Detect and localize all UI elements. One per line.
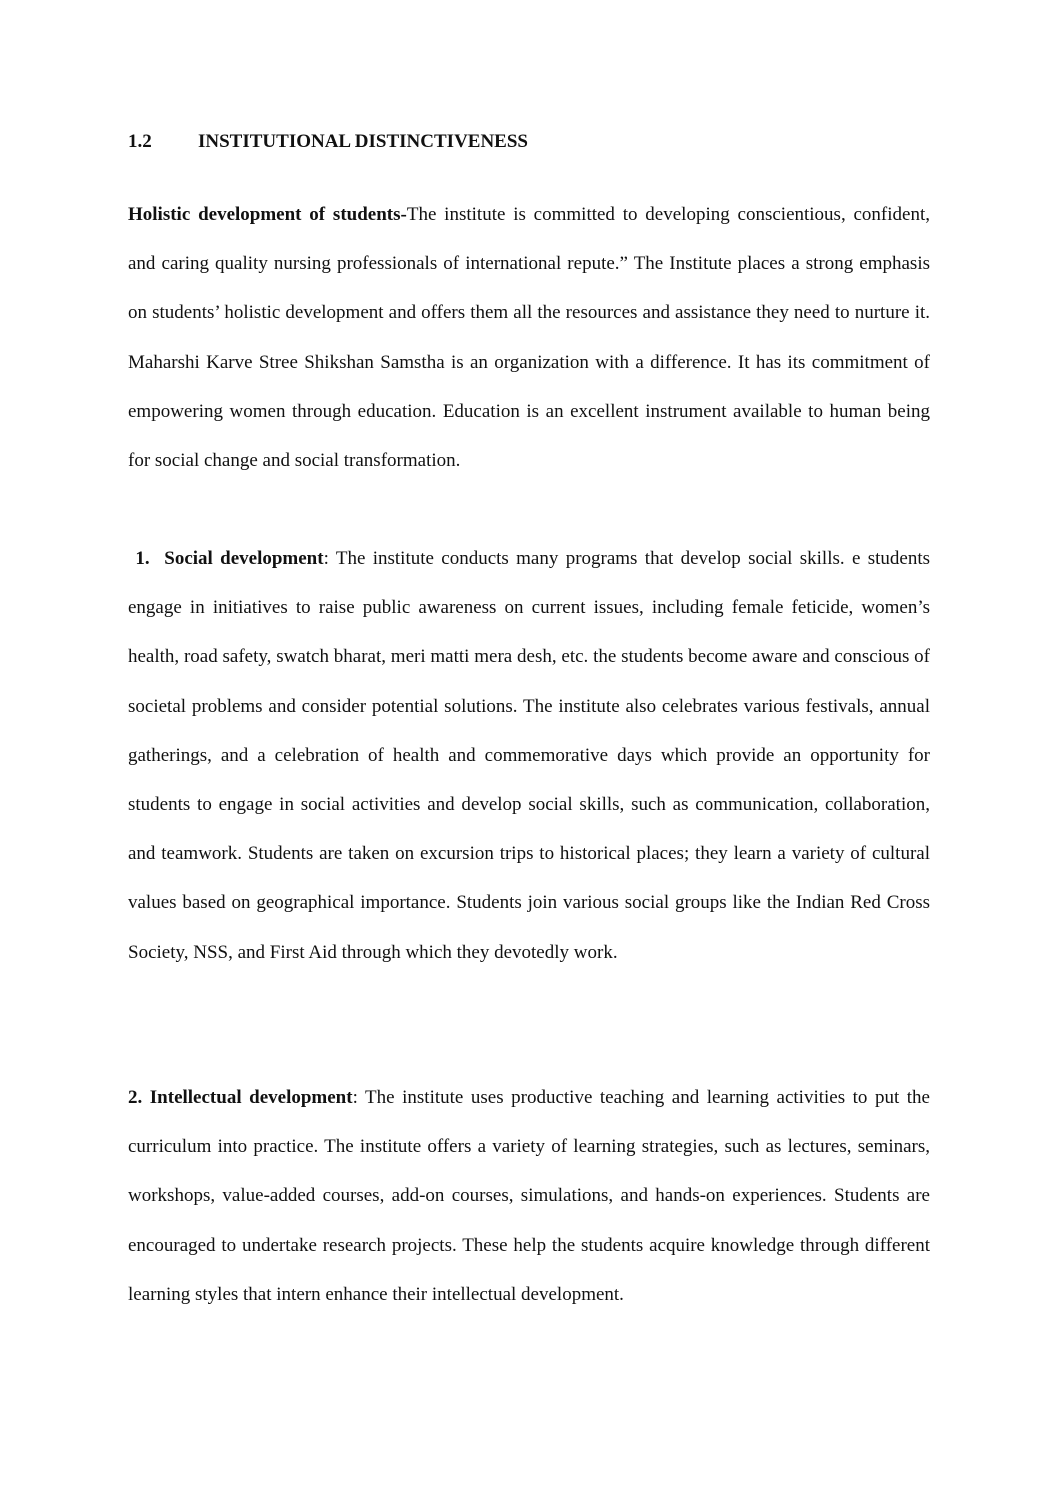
- paragraph-holistic-development: [128, 190, 930, 485]
- paragraph-lead: Social development: [164, 548, 324, 569]
- paragraph-lead: Holistic development of students-: [128, 204, 407, 225]
- section-title: INSTITUTIONAL DISTINCTIVENESS: [198, 131, 528, 152]
- paragraph-intellectual-development: [128, 1073, 930, 1319]
- paragraph-body: : The institute uses productive teaching and learning activities to put the curriculum into practice. The institute offers a variety of learning strategies, such as lectures, seminars, workshops, value-added courses, add-on courses, simulations, and hands-on experiences. Students are encouraged to undertake research projects. These help the students acquire knowledge through different learning styles that intern enhance their intellectual development.: [128, 1087, 930, 1305]
- paragraph-lead: 2. Intellectual development: [128, 1087, 353, 1108]
- document-page: [128, 0, 930, 1497]
- paragraph-social-development: [128, 534, 930, 977]
- section-number: 1.2: [128, 131, 152, 152]
- paragraph-body: The institute is committed to developing conscientious, confident, and caring quality nursing professionals of international repute.” The Institute places a strong emphasis on students’ holistic development and offers them all the resources and assistance they need to nurture it. Maharshi Karve Stree Shikshan Samstha is an organization with a difference. It has its commitment of empowering women through education. Education is an excellent instrument available to human being for social change and social transformation.: [128, 204, 931, 472]
- list-number: 1.: [128, 548, 165, 569]
- section-heading: [128, 128, 528, 156]
- paragraph-body: : The institute conducts many programs that develop social skills. e students engage in initiatives to raise public awareness on current issues, including female feticide, women’s health, road safety, swatch bharat, meri matti mera desh, etc. the students become aware and conscious of societal problems and consider potential solutions. The institute also celebrates various festivals, annual gatherings, and a celebration of health and commemorative days which provide an opportunity for students to engage in social activities and develop social skills, such as communication, collaboration, and teamwork. Students are taken on excursion trips to historical places; they learn a variety of cultural values based on geographical importance. Students join various social groups like the Indian Red Cross Society, NSS, and First Aid through which they devotedly work.: [128, 548, 930, 963]
